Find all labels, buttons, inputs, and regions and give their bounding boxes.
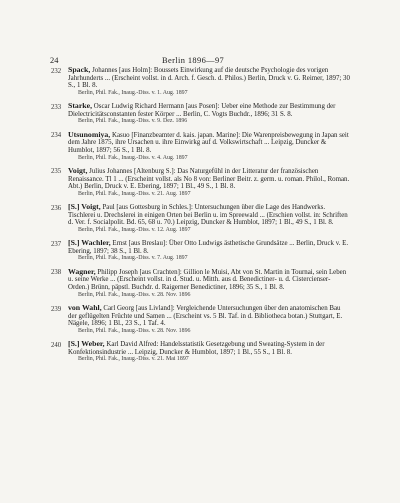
entry-number: 237 <box>51 240 62 248</box>
entry-name: Starke, <box>68 101 93 111</box>
entry-text: Carl Georg [aus Livland]: Vergleichende Untersuchungen über den anatomischen Bau der geflügelten Früchte und Samen ... (Erscheint vs. 5 Bl. Taf. in d. Bibliotheca botan.) Stuttgart, E. Nägele, 1896; 1 Bl., 23 S., 1 Taf. 4. <box>68 305 343 328</box>
entry-body <box>68 268 350 292</box>
entry-number: 236 <box>51 204 62 212</box>
entry-text: Oscar Ludwig Richard Hermann [aus Posen]: Ueber eine Methode zur Bestimmung der Dielectricitätsconstanten fester Körper ... Berlin, C. Vogts Buchdr., 1896; 31 S. 8. <box>68 103 336 118</box>
entry-name: Wagner, <box>68 266 96 276</box>
entry-meta: Berlin, Phil. Fak., Inaug.-Diss. v. 28. Nov. 1896 <box>78 291 191 298</box>
entry-body <box>68 340 350 356</box>
entry-number: 238 <box>51 269 62 277</box>
entry-number: 239 <box>51 305 62 313</box>
entry-number: 240 <box>51 341 62 349</box>
entry-body <box>68 203 350 227</box>
entry-name: [S.] Wachler, <box>68 238 111 248</box>
entry-text: Paul [aus Gottesburg in Schles.]: Untersuchungen über die Lage des Handwerks. Tischlerei u. Drechslerei in einigen Orten bei Berlin u. im Spreewald ... (Erschien vollst. in: Schriften d. Ver. f. Socialpolit. Bd. 65, 68 u. 70.) Leipzig, Duncker & Humblot, 1897; 1 Bl., 49 S., 1 Bl. 8. <box>68 204 348 227</box>
entry-list <box>50 66 350 369</box>
entry-body <box>68 167 350 191</box>
bibliography-entry <box>50 268 350 299</box>
bibliography-entry <box>50 102 350 125</box>
entry-number: 235 <box>51 168 62 176</box>
entry-meta: Berlin, Phil. Fak., Inaug.-Diss. v. 7. Aug. 1897 <box>78 255 188 262</box>
entry-name: Spack, <box>68 65 91 74</box>
entry-meta: Berlin, Phil. Fak., Inaug.-Diss. v. 21. Mai 1897 <box>78 356 189 363</box>
entry-body <box>68 66 350 90</box>
entry-meta: Berlin, Phil. Fak., Inaug.-Diss. v. 1. Aug. 1897 <box>78 89 188 96</box>
entry-body <box>68 304 350 328</box>
page-number: 24 <box>50 56 59 65</box>
entry-text: Ernst [aus Breslau]: Über Otto Ludwigs ästhetische Grundsätze ... Berlin, Druck v. E. Ebering, 1897; 38 S., 1 Bl. 8. <box>68 240 349 255</box>
entry-text: Kasuo [Finanzbeamter d. kais. japan. Marine]: Die Warenpreisbewegung in Japan seit dem Jahre 1875, ihre Ursachen u. ihre Einwirkg auf d. Volkswirtschaft ... Leipzig, Duncker & Humblot, 1897; 56 S., 1 Bl. 8. <box>68 131 349 154</box>
entry-name: [S.] Voigt, <box>68 202 101 212</box>
bibliography-entry <box>50 304 350 335</box>
entry-name: Utsunomiya, <box>68 129 111 139</box>
entry-name: [S.] Weber, <box>68 339 105 349</box>
entry-body <box>68 102 350 118</box>
bibliography-entry <box>50 131 350 162</box>
bibliography-entry <box>50 167 350 198</box>
entry-text: Johannes [aus Holm]: Boussets Einwirkung auf die deutsche Psychologie des vorigen Jahrhunderts ... (Erscheint vollst. in d. Arch. f. Gesch. d. Philos.) Berlin, Druck v. G. Reimer, 1897; 30 S., 1 Bl. 8. <box>68 67 350 90</box>
entry-number: 232 <box>51 67 62 75</box>
bibliography-entry <box>50 66 350 97</box>
entry-number: 234 <box>51 132 62 140</box>
bibliography-entry <box>50 203 350 234</box>
entry-text: Philipp Joseph [aus Crachten]: Gillion le Muisi, Abt von St. Martin in Tournai, sein Leben u. seine Werke ... (Erscheint vollst. in d. Stud. u. Mitth. aus d. Benedictiner- u. d. Cistercienser-Orden.) Brünn, päpstl. Buchdr. d. Raigerner Benedictiner, 1896; 35 S., 1 Bl. 8. <box>68 268 347 292</box>
entry-meta: Berlin, Phil. Fak., Inaug.-Diss. v. 9. Dez. 1896 <box>78 118 188 125</box>
entry-meta: Berlin, Phil. Fak., Inaug.-Diss. v. 28. Nov. 1896 <box>78 327 191 334</box>
bibliography-entry <box>50 340 350 363</box>
entry-body <box>68 131 350 155</box>
entry-name: von Wahl, <box>68 303 102 313</box>
entry-number: 233 <box>51 103 62 111</box>
entry-name: Voigt, <box>68 165 88 175</box>
entry-meta: Berlin, Phil. Fak., Inaug.-Diss. v. 4. Aug. 1897 <box>78 154 188 161</box>
bibliography-entry <box>50 239 350 262</box>
entry-text: Julius Johannes [Altenburg S.]: Das Naturgefühl in der Litteratur der französischen Renaissance. Tl 1 ... (Erscheint vollst. als No 8 von: Berliner Beitr. z. germ. u. roman. Philol., Roman. Abt.) Berlin, Druck v. E. Ebering, 1897; 1 Bl., 49 S., 1 Bl. 8. <box>68 167 350 191</box>
entry-meta: Berlin, Phil. Fak., Inaug.-Diss. v. 12. Aug. 1897 <box>78 226 191 233</box>
entry-body <box>68 239 350 255</box>
entry-text: Karl David Alfred: Handelsstatistik Gesetzgebung und Sweating-System in der Konfektionsindustrie ... Leipzig, Duncker & Humblot, 1897; 1 Bl., 55 S., 1 Bl. 8. <box>68 341 325 356</box>
entry-meta: Berlin, Phil. Fak., Inaug.-Diss. v. 21. Aug. 1897 <box>78 190 191 197</box>
running-title: Berlin 1896—97 <box>162 56 225 65</box>
